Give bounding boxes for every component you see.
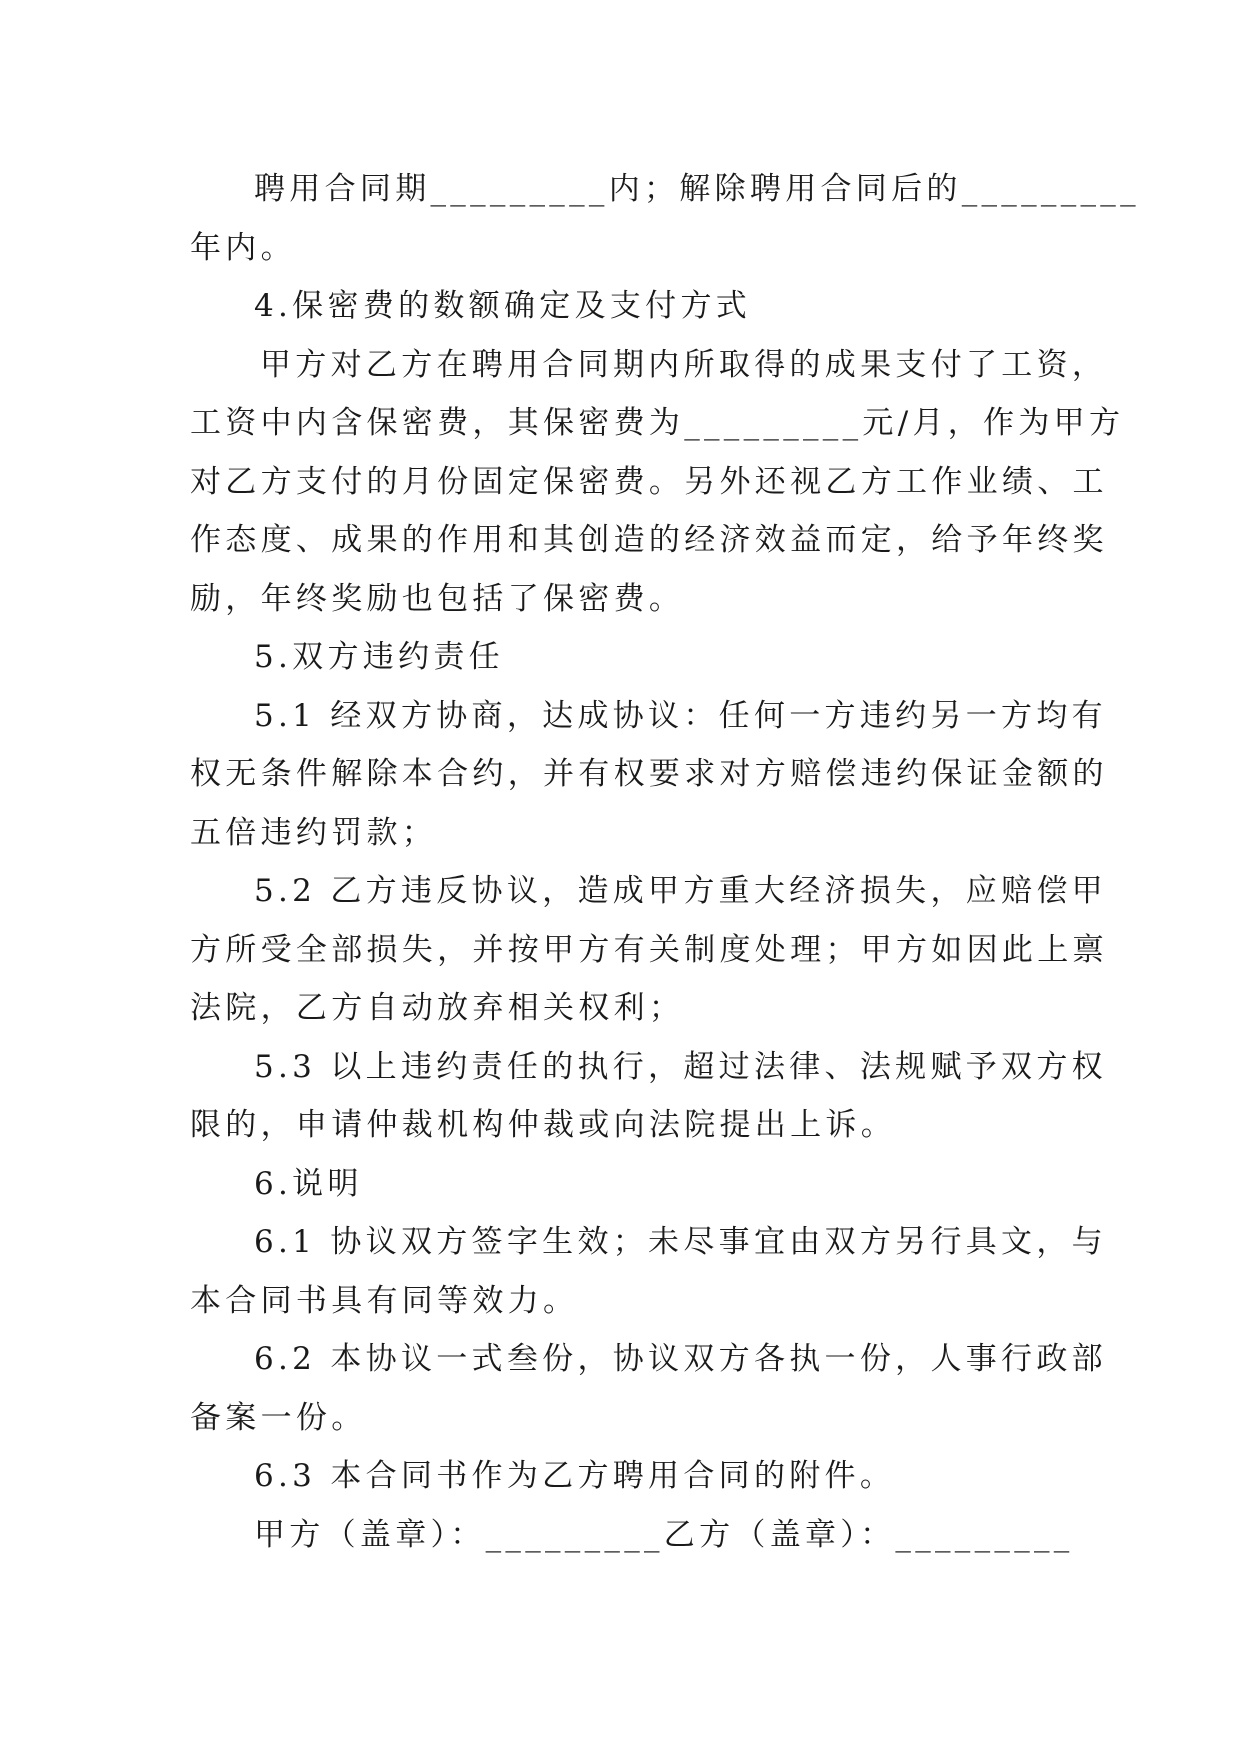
text-line: 5.2 乙方违反协议，造成甲方重大经济损失，应赔偿甲 [254, 873, 1107, 909]
text-line: 五倍违约罚款； [190, 814, 438, 851]
text-line: 年内。 [190, 229, 296, 266]
text-line: 5.1 经双方协商，达成协议：任何一方违约另一方均有 [254, 697, 1107, 734]
signature-line: 甲方（盖章）：_________乙方（盖章）：_________ [254, 1516, 1074, 1553]
contract-body [190, 160, 1140, 1564]
text-line: 励，年终奖励也包括了保密费。 [190, 580, 685, 617]
section-heading: 4.保密费的数额确定及支付方式 [254, 288, 752, 324]
text-line: 6.3 本合同书作为乙方聘用合同的附件。 [254, 1458, 896, 1494]
section-heading: 5.双方违约责任 [254, 639, 504, 675]
text-line: 甲方对乙方在聘用合同期内所取得的成果支付了工资， [260, 346, 1108, 383]
text-line: 备案一份。 [190, 1399, 367, 1436]
text-line: 聘用合同期_________内；解除聘用合同后的_________ [254, 171, 1140, 207]
text-line: 5.3 以上违约责任的执行，超过法律、法规赋予双方权 [254, 1048, 1107, 1085]
text-line: 对乙方支付的月份固定保密费。另外还视乙方工作业绩、工 [190, 463, 1108, 500]
text-line: 本合同书具有同等效力。 [190, 1282, 579, 1319]
text-line: 方所受全部损失，并按甲方有关制度处理；甲方如因此上禀 [190, 931, 1108, 968]
text-line: 限的，申请仲裁机构仲裁或向法院提出上诉。 [190, 1107, 896, 1143]
text-line: 法院，乙方自动放弃相关权利； [190, 990, 685, 1026]
text-line: 6.1 协议双方签字生效；未尽事宜由双方另行具文，与 [254, 1224, 1107, 1260]
text-line: 权无条件解除本合约，并有权要求对方赔偿违约保证金额的 [190, 756, 1108, 792]
text-line: 工资中内含保密费，其保密费为_________元/月，作为甲方 [190, 405, 1125, 441]
text-line: 作态度、成果的作用和其创造的经济效益而定，给予年终奖 [190, 522, 1108, 558]
section-heading: 6.说明 [254, 1165, 363, 1202]
text-line: 6.2 本协议一式叁份，协议双方各执一份，人事行政部 [254, 1341, 1107, 1377]
